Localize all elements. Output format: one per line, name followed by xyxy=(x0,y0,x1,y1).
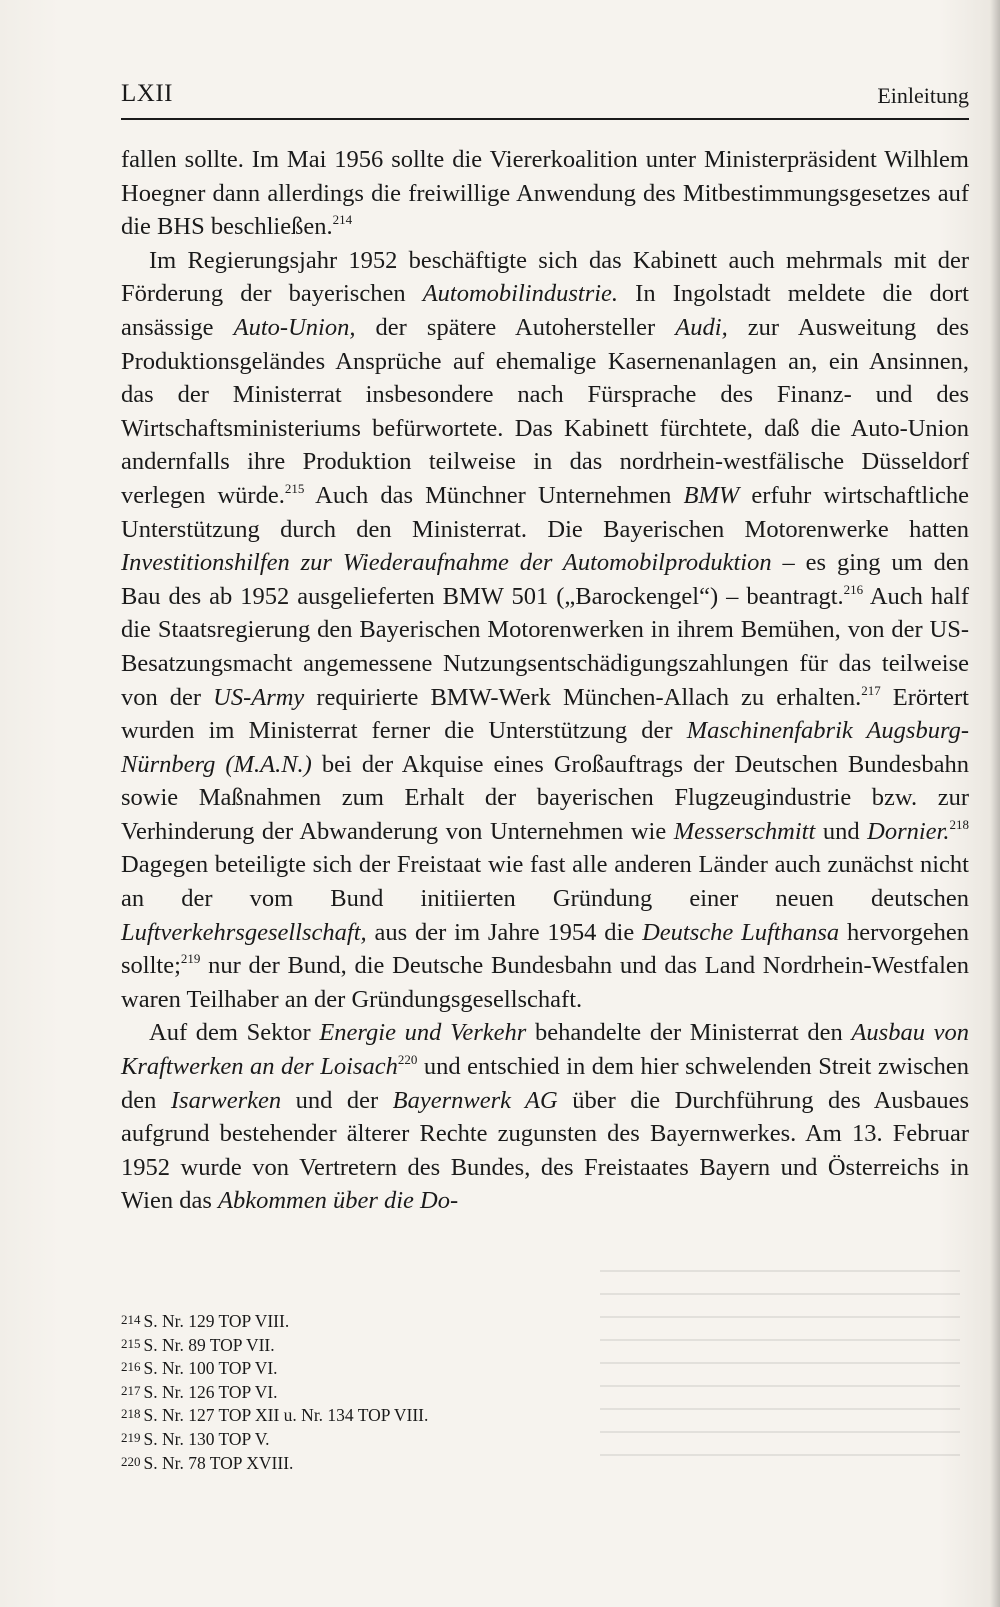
paragraph-1: fallen sollte. Im Mai 1956 sollte die Viererkoalition unter Ministerpräsident Wilhlem Hoegner dann allerdings die freiwillige Anwendung des Mitbestimmungsgesetzes auf die BHS beschließen.$^{214}$ xyxy=(121,146,969,241)
emphasis: Investitionshilfen zur Wiederaufnahme der Automobilproduktion xyxy=(121,549,772,577)
emphasis: Audi, xyxy=(675,313,728,341)
footnote-ref-218[interactable]: 218 xyxy=(949,816,969,832)
page-header xyxy=(121,80,969,114)
emphasis: Luftverkehrsgesellschaft, xyxy=(121,918,367,946)
page-number: LXII xyxy=(121,80,173,107)
emphasis: Bayernwerk AG xyxy=(392,1086,558,1114)
emphasis: Maschinenfabrik Augsburg-Nürnberg (M.A.N.) xyxy=(121,717,969,778)
footnote-ref-220[interactable]: 220 xyxy=(397,1052,418,1068)
paragraph-3: Auf dem Sektor Energie und Verkehr behandelte der Ministerrat den Ausbau von Kraftwerken an der Loisach$^{220}$ und entschied in dem hier schwelenden Streit zwischen den Isarwerken und der Bayernwerk AG über die Durchführung des Ausbaues aufgrund bestehender älterer Rechte zugunsten des Bayernwerkes. Am 13. Februar 1952 wurde von Vertretern des Bundes, des Freistaates Bayern und Österreichs in Wien das Abkommen über die Do- xyxy=(121,1019,970,1215)
emphasis: US-Army xyxy=(213,683,305,711)
footnote: $^{216}$ S. Nr. 100 TOP VI. xyxy=(121,1358,278,1379)
footnote: $^{218}$ S. Nr. 127 TOP XII u. Nr. 134 TOP VIII. xyxy=(121,1405,429,1426)
footnote-ref-217[interactable]: 217 xyxy=(861,682,881,698)
emphasis: Abkommen über die Do- xyxy=(217,1187,459,1215)
emphasis: Deutsche Lufthansa xyxy=(642,918,840,946)
footnote-ref-215[interactable]: 215 xyxy=(284,480,305,496)
emphasis: Messerschmitt xyxy=(673,817,816,845)
emphasis: Dornier. xyxy=(867,817,950,845)
page-edge-shadow xyxy=(990,0,1000,1607)
footnote: $^{217}$ S. Nr. 126 TOP VI. xyxy=(121,1381,278,1402)
running-head: Einleitung xyxy=(877,83,969,108)
emphasis: Isarwerken xyxy=(170,1086,282,1114)
footnote-ref-219[interactable]: 219 xyxy=(180,951,201,967)
emphasis: Automobilindustrie. xyxy=(422,280,619,308)
footnote-ref-214[interactable]: 214 xyxy=(332,212,353,228)
footnote: $^{219}$ S. Nr. 130 TOP V. xyxy=(121,1428,270,1449)
paragraph-2: Im Regierungsjahr 1952 beschäftigte sich das Kabinett auch mehrmals mit der Förderung der bayerischen Automobilindustrie. In Ingolstadt meldete die dort ansässige Auto-Union, der spätere Autohersteller Audi, zur Ausweitung des Produktionsgeländes Ansprüche auf ehemalige Kasernenanlagen an, ein Ansinnen, das der Ministerrat insbesondere nach Fürsprache des Finanz- und des Wirtschaftsministeriums befürwortete. Das Kabinett fürchtete, daß die Auto-Union andernfalls ihre Produktion teilweise in das nordrhein-westfälische Düsseldorf verlegen würde.$^{215}$ Auch das Münchner Unternehmen BMW erfuhr wirtschaftliche Unterstützung durch den Ministerrat. Die Bayerischen Motorenwerke hatten Investitionshilfen zur Wiederaufnahme der Automobilproduktion – es ging um den Bau des ab 1952 ausgelieferten BMW 501 („Barockengel“) – beantragt.$^{216}$ Auch half die Staatsregierung den Bayerischen Motorenwerken in ihrem Bemühen, von der US-Besatzungsmacht angemessene Nutzungsentschädigungszahlungen für das teilweise von der US-Army requirierte BMW-Werk München-Allach zu erhalten.$^{217}$ Erörtert wurden im Ministerrat ferner die Unterstützung der Maschinenfabrik Augsburg-Nürnberg (M.A.N.) bei der Akquise eines Großauftrags der Deutschen Bundesbahn sowie Maßnahmen zum Erhalt der bayerischen Flugzeugindustrie bzw. zur Verhinderung der Abwanderung von Unternehmen wie Messerschmitt und Dornier.$^{218}$ Dagegen beteiligte sich der Freistaat wie fast alle anderen Länder auch zunächst nicht an der vom Bund initiierten Gründung einer neuen deutschen Luftverkehrsgesellschaft, aus der im Jahre 1954 die Deutsche Lufthansa hervorgehen sollte;$^{219}$ nur der Bund, die Deutsche Bundesbahn und das Land Nordrhein-Westfalen waren Teilhaber an der Gründungsgesellschaft. xyxy=(121,246,970,1013)
footnotes xyxy=(121,1310,969,1475)
emphasis: BMW xyxy=(683,481,740,509)
emphasis: Auto-Union, xyxy=(233,313,356,341)
emphasis: Energie und Verkehr xyxy=(319,1019,527,1047)
footnote: $^{214}$ S. Nr. 129 TOP VIII. xyxy=(121,1311,290,1331)
header-rule xyxy=(121,118,969,120)
footnote-ref-216[interactable]: 216 xyxy=(843,581,864,597)
body-text xyxy=(121,143,969,1218)
emphasis: Ausbau von Kraftwerken an der Loisach xyxy=(121,1019,970,1081)
footnote: $^{220}$ S. Nr. 78 TOP XVIII. xyxy=(121,1452,294,1473)
footnote: $^{215}$ S. Nr. 89 TOP VII. xyxy=(121,1334,275,1355)
